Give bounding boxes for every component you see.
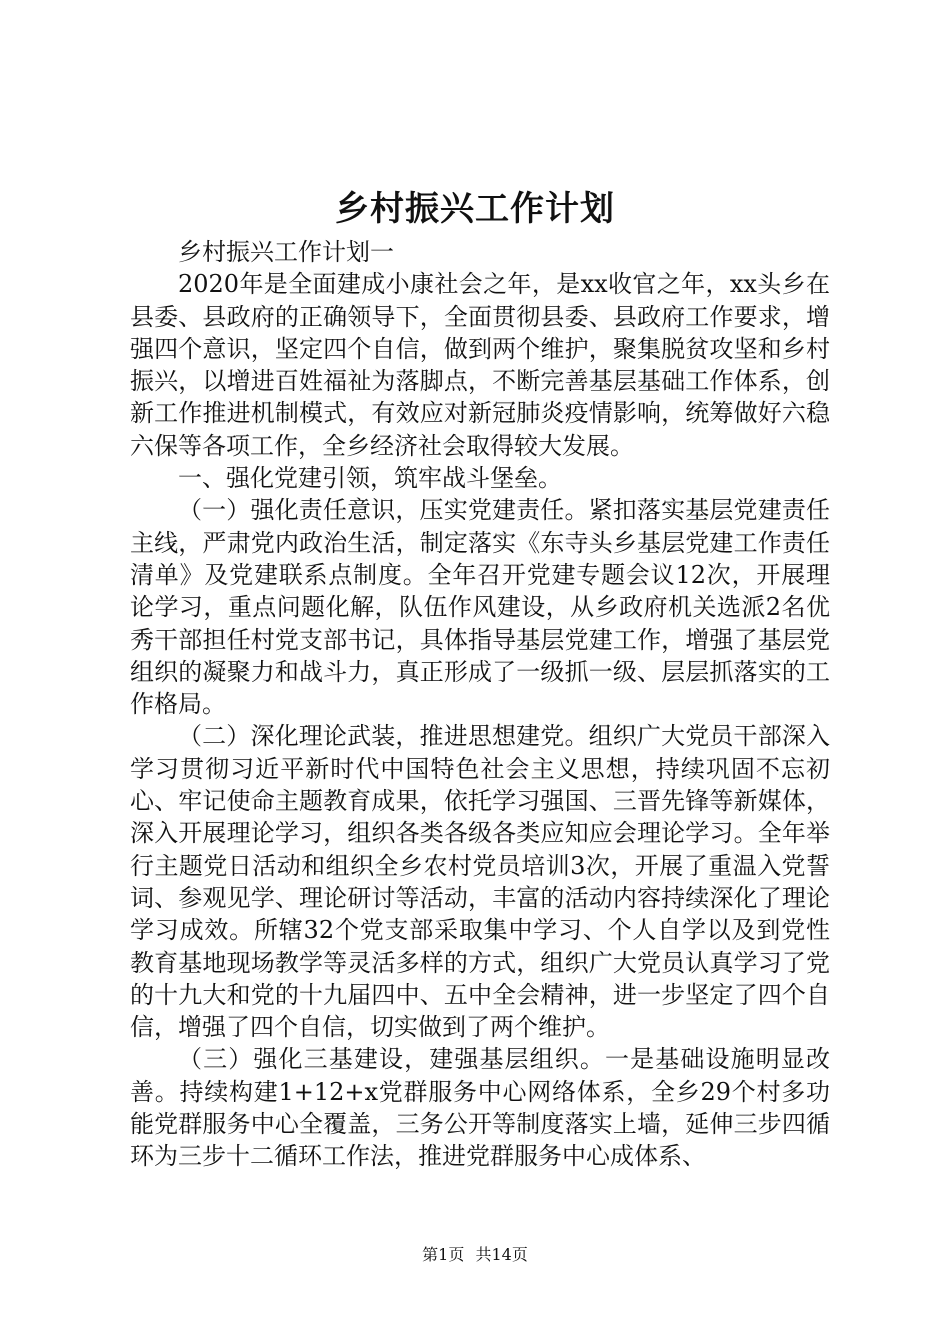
section-subtitle: 乡村振兴工作计划一: [178, 238, 394, 266]
paragraph-intro: 2020年是全面建成小康社会之年，是xx收官之年，xx头乡在县委、县政府的正确领导下，全面贯彻县委、县政府工作要求，增强四个意识，坚定四个自信，做到两个维护，聚集脱贫攻坚和乡村振兴，以增进百姓福祉为落脚点，不断完善基层基础工作体系，创新工作推进机制模式，有效应对新冠肺炎疫情影响，统筹做好六稳六保等各项工作，全乡经济社会取得较大发展。: [130, 270, 830, 460]
paragraph-item-2: （二）深化理论武装，推进思想建党。组织广大党员干部深入学习贯彻习近平新时代中国特色社会主义思想，持续巩固不忘初心、牢记使命主题教育成果，依托学习强国、三晋先锋等新媒体，深入开展理论学习，组织各类各级各类应知应会理论学习。全年举行主题党日活动和组织全乡农村党员培训3次，开展了重温入党誓词、参观见学、理论研讨等活动，丰富的活动内容持续深化了理论学习成效。所辖32个党支部采取集中学习、个人自学以及到党性教育基地现场教学等灵活多样的方式，组织广大党员认真学习了党的十九大和党的十九届四中、五中全会精神，进一步坚定了四个自信，增强了四个自信，切实做到了两个维护。: [130, 722, 830, 1042]
paragraph-item-1: （一）强化责任意识，压实党建责任。紧扣落实基层党建责任主线，严肃党内政治生活，制定落实《东寺头乡基层党建工作责任清单》及党建联系点制度。全年召开党建专题会议12次，开展理论学习，重点问题化解，队伍作风建设，从乡政府机关选派2名优秀干部担任村党支部书记，具体指导基层党建工作，增强了基层党组织的凝聚力和战斗力，真正形成了一级抓一级、层层抓落实的工作格局。: [130, 496, 830, 719]
current-page-number: 第1页: [422, 1245, 465, 1264]
page-footer: [0, 1244, 950, 1266]
document-body: [130, 236, 830, 1173]
section-heading: 一、强化党建引领，筑牢战斗堡垒。: [178, 464, 562, 493]
paragraph-item-3: （三）强化三基建设，建强基层组织。一是基础设施明显改善。持续构建1+12+x党群服务中心网络体系，全乡29个村多功能党群服务中心全覆盖，三务公开等制度落实上墙，延伸三步四循环为三步十二循环工作法，推进党群服务中心成体系、: [130, 1045, 830, 1171]
document-title: 乡村振兴工作计划: [335, 189, 615, 229]
total-page-count: 共14页: [475, 1245, 528, 1264]
